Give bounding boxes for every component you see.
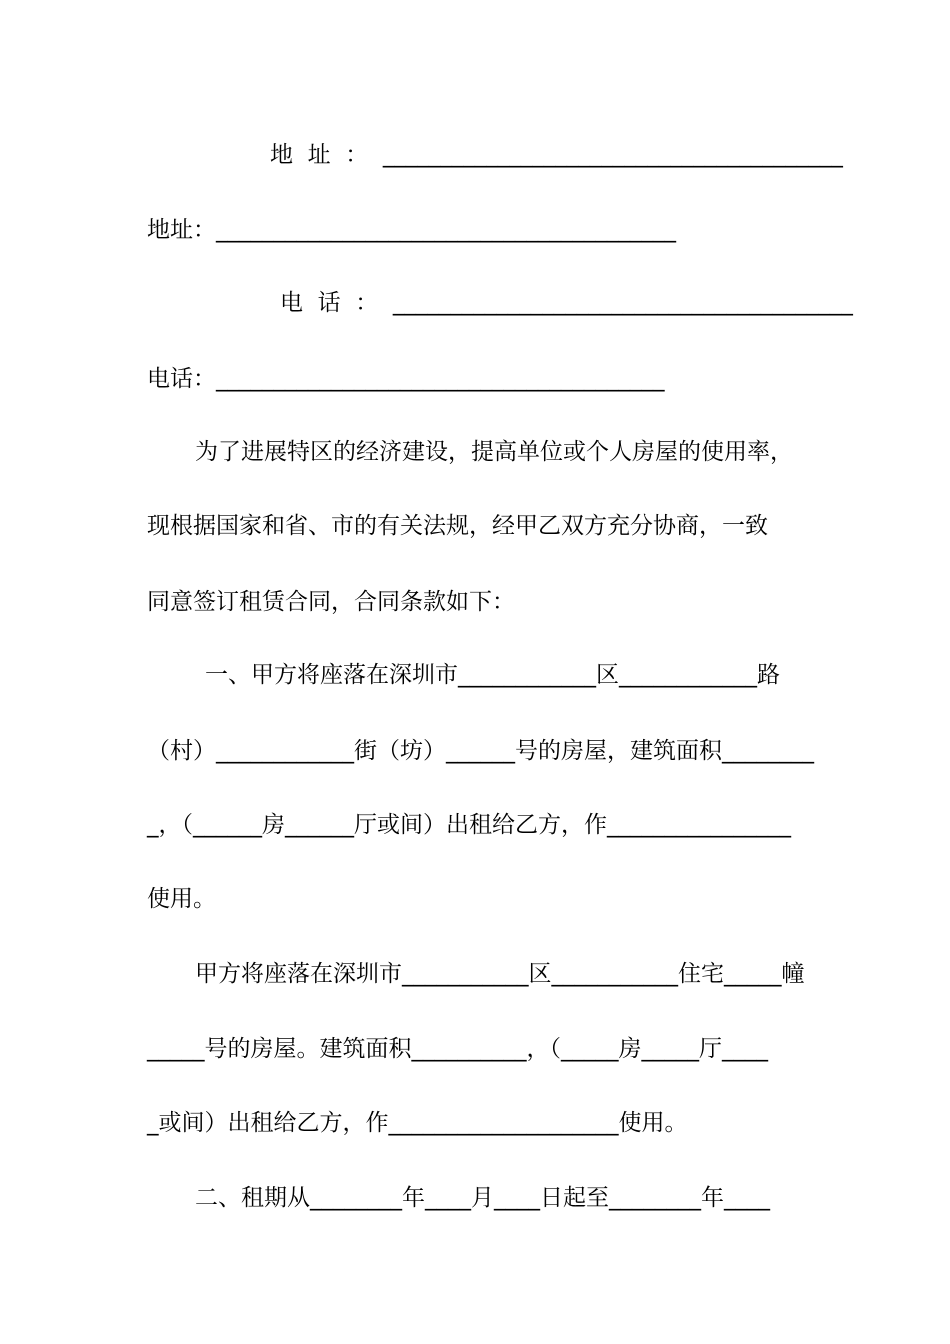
party-b-phone-line: 电话：_______________________________________ — [147, 366, 665, 392]
preamble-line-2: 现根据国家和省、市的有关法规，经甲乙双方充分协商，一致 — [147, 513, 768, 539]
clause-1-line-3: _，（______房______厅或间）出租给乙方，作________________ — [147, 812, 791, 838]
preamble-line-1: 为了进展特区的经济建设，提高单位或个人房屋的使用率， — [195, 439, 793, 465]
alt-clause-line-1: 甲方将座落在深圳市___________区___________住宅_____幢 — [195, 961, 805, 987]
party-a-address-line: 地 址 ： ________________________________________ — [270, 142, 843, 168]
clause-1-line-2: （村）____________街（坊）______号的房屋，建筑面积________ — [147, 738, 814, 764]
party-b-address-line: 地址：________________________________________ — [147, 217, 676, 243]
clause-2-line-1: 二、租期从________年____月____日起至________年____ — [195, 1185, 770, 1211]
alt-clause-line-2: _____号的房屋。建筑面积__________，（_____房_____厅____ — [147, 1036, 768, 1062]
party-a-phone-line: 电 话 ： ________________________________________ — [280, 290, 853, 316]
clause-1-line-4: 使用。 — [147, 886, 216, 912]
clause-1-line-1: 一、甲方将座落在深圳市____________区____________路 — [205, 662, 780, 688]
preamble-line-3: 同意签订租赁合同，合同条款如下： — [147, 589, 515, 615]
alt-clause-line-3: _或间）出租给乙方，作____________________使用。 — [147, 1110, 688, 1136]
